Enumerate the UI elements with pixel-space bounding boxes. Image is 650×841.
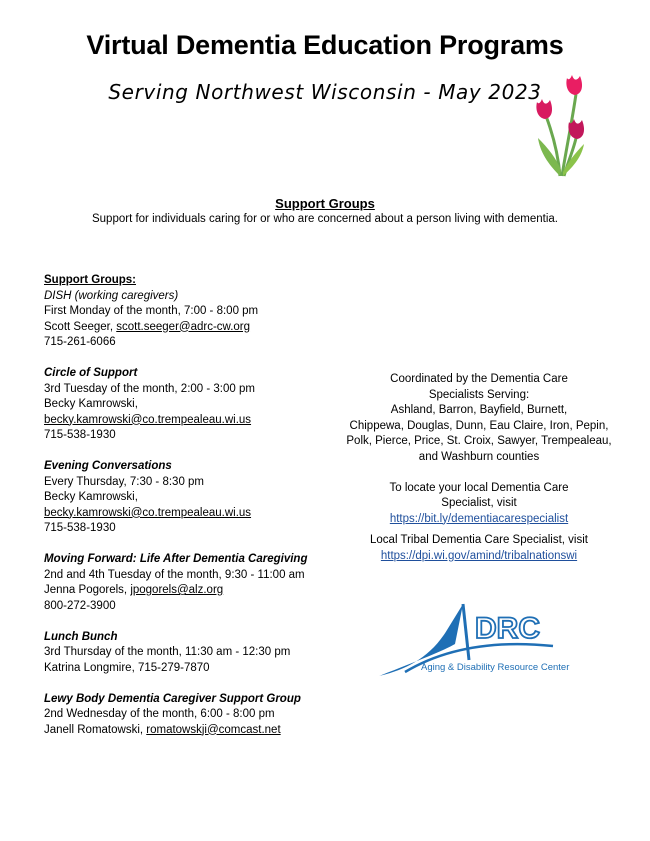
group-name: Moving Forward: Life After Dementia Caregiving (44, 553, 308, 565)
group-contact: Katrina Longmire, 715-279-7870 (44, 661, 210, 674)
contact-name: Janell Romatowski, (44, 723, 147, 736)
counties-line: Ashland, Barron, Bayfield, Burnett, (390, 404, 568, 416)
group-name: DISH (working caregivers) (44, 289, 179, 302)
tribal-line: Local Tribal Dementia Care Specialist, visit (370, 534, 588, 546)
group-moving-forward (44, 552, 344, 614)
group-name: Lewy Body Dementia Caregiver Support Group (44, 692, 301, 705)
group-phone: 715-538-1930 (44, 522, 116, 534)
adrc-logo (375, 600, 575, 680)
group-schedule: 3rd Thursday of the month, 11:30 am - 12:30 pm (44, 646, 291, 658)
coordination-info (345, 372, 613, 564)
group-name: Evening Conversations (44, 460, 172, 472)
group-name: Lunch Bunch (44, 630, 118, 643)
tulip-illustration (530, 72, 590, 178)
email-link[interactable]: jpogorels@alz.org (130, 584, 224, 596)
group-contact (44, 320, 344, 336)
counties-line: Polk, Pierce, Price, St. Croix, Sawyer, Trempealeau, (346, 435, 612, 447)
group-schedule: First Monday of the month, 7:00 - 8:00 pm (44, 305, 259, 317)
group-dish (44, 273, 344, 351)
contact-name: Scott Seeger, (44, 320, 117, 333)
group-schedule: 3rd Tuesday of the month, 2:00 - 3:00 pm (44, 382, 255, 395)
logo-caption: Aging & Disability Resource Center (421, 662, 570, 673)
support-groups-heading: Support Groups (275, 196, 375, 211)
group-phone: 715-538-1930 (44, 429, 116, 441)
locate-line: To locate your local Dementia Care (389, 481, 569, 494)
contact-name: Becky Kamrowski, (44, 491, 138, 503)
group-phone: 800-272-3900 (44, 599, 116, 612)
support-groups-description: Support for individuals caring for or who are concerned about a person living with dementia. (91, 213, 558, 225)
page-subtitle: Serving Northwest Wisconsin - May 2023 (108, 80, 542, 104)
counties-line: and Washburn counties (418, 450, 540, 463)
support-groups-label: Support Groups: (44, 274, 136, 286)
group-schedule: 2nd and 4th Tuesday of the month, 9:30 - 11:00 am (44, 568, 305, 581)
group-name: Circle of Support (44, 367, 138, 379)
group-circle-of-support (44, 366, 344, 444)
logo-letters: DRC (475, 612, 540, 645)
group-schedule: 2nd Wednesday of the month, 6:00 - 8:00 pm (44, 708, 275, 720)
email-link[interactable]: romatowskji@comcast.net (146, 723, 281, 736)
group-phone: 715-261-6066 (44, 336, 116, 348)
email-link[interactable]: becky.kamrowski@co.trempealeau.wi.us (44, 413, 252, 426)
contact-name: Becky Kamrowski, (44, 398, 138, 410)
support-groups-list (44, 273, 344, 754)
locate-line: Specialist, visit (441, 497, 517, 509)
tribal-nations-link[interactable]: https://dpi.wi.gov/amind/tribalnationswi (380, 549, 578, 562)
page-title: Virtual Dementia Education Programs (86, 30, 564, 60)
group-contact (44, 723, 344, 739)
coordinated-line: Coordinated by the Dementia Care (390, 373, 568, 385)
group-schedule: Every Thursday, 7:30 - 8:30 pm (44, 475, 205, 488)
counties-line: Chippewa, Douglas, Dunn, Eau Claire, Iron, Pepin, (349, 419, 609, 432)
group-lewy-body (44, 692, 344, 739)
contact-name: Jenna Pogorels, (44, 584, 131, 596)
email-link[interactable]: becky.kamrowski@co.trempealeau.wi.us (44, 506, 252, 519)
group-contact (44, 583, 344, 599)
coordinated-line: Specialists Serving: (428, 388, 530, 401)
group-lunch-bunch (44, 630, 344, 677)
email-link[interactable]: scott.seeger@adrc-cw.org (116, 320, 251, 333)
dementia-specialist-link[interactable]: https://bit.ly/dementiacarespecialist (389, 512, 569, 525)
group-evening-conversations (44, 459, 344, 537)
